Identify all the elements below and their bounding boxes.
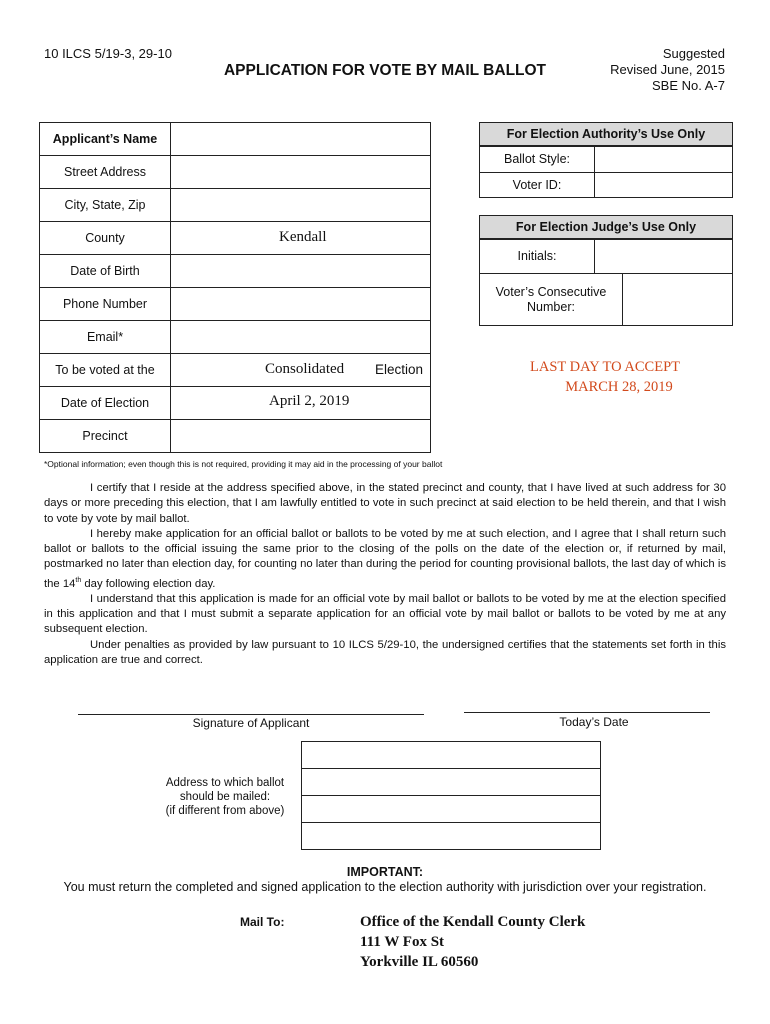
revised-date: Revised June, 2015 bbox=[610, 62, 725, 77]
email-label: Email* bbox=[40, 321, 171, 354]
form-revision-block bbox=[610, 46, 725, 94]
mailing-address-line-2[interactable] bbox=[302, 769, 601, 796]
consecutive-number-field[interactable] bbox=[623, 274, 732, 325]
todays-date-label: Today’s Date bbox=[559, 715, 629, 729]
judge-box-title: For Election Judge’s Use Only bbox=[480, 216, 732, 239]
certification-paragraph-3: I understand that this application is made for an official vote by mail ballot or ballots to be voted by me at the election specified in this application and that I must submit a separate application for an official vote by mail ballot or ballots to be voted by me at any subsequent election. bbox=[44, 592, 726, 636]
street-address-label: Street Address bbox=[40, 156, 171, 189]
ballot-style-row bbox=[480, 146, 732, 172]
mailing-address-line-3[interactable] bbox=[302, 796, 601, 823]
authority-use-box bbox=[479, 122, 733, 198]
applicant-table bbox=[39, 122, 431, 453]
precinct-field[interactable] bbox=[171, 420, 431, 453]
precinct-label: Precinct bbox=[40, 420, 171, 453]
city-state-zip-label: City, State, Zip bbox=[40, 189, 171, 222]
mailing-label-line3: (if different from above) bbox=[165, 805, 285, 817]
ballot-style-label: Ballot Style: bbox=[480, 147, 595, 172]
form-title: APPLICATION FOR VOTE BY MAIL BALLOT bbox=[223, 62, 547, 79]
voter-id-row bbox=[480, 172, 732, 197]
date-of-birth-label: Date of Birth bbox=[40, 255, 171, 288]
voter-id-field[interactable] bbox=[595, 173, 732, 197]
voted-at-label: To be voted at the bbox=[40, 354, 171, 387]
initials-label: Initials: bbox=[480, 240, 595, 273]
ordinal-suffix: th bbox=[75, 576, 82, 584]
county-field[interactable] bbox=[171, 222, 431, 255]
return-instruction: You must return the completed and signed application to the election authority with jurisdiction over your registration. bbox=[63, 880, 707, 894]
clerk-city: Yorkville IL 60560 bbox=[360, 954, 479, 970]
county-value: Kendall bbox=[279, 229, 327, 245]
initials-field[interactable] bbox=[595, 240, 732, 273]
last-day-stamp bbox=[510, 357, 700, 397]
suggested-label: Suggested bbox=[662, 46, 725, 61]
applicant-signature-line[interactable] bbox=[78, 714, 424, 715]
mailing-address-table bbox=[301, 741, 601, 850]
election-type-value: Consolidated bbox=[265, 361, 345, 377]
last-day-line1: LAST DAY TO ACCEPT bbox=[529, 359, 680, 375]
certification-paragraph-2a: I hereby make application for an official ballot or ballots to be voted by me at such election, and I agree that I shall return such ballot or ballots to the official issuing the same prior to the closing of the polls on the date of the election or, if returned by mail, postmarked no later than election day, for counting no later than during the period for counting provisional ballots, the last day of which is the 14 bbox=[44, 527, 726, 590]
mailing-address-line-4[interactable] bbox=[302, 823, 601, 850]
mailing-address-label bbox=[150, 776, 300, 818]
street-address-field[interactable] bbox=[171, 156, 431, 189]
mailing-label-line1: Address to which ballot bbox=[165, 777, 285, 789]
signature-label: Signature of Applicant bbox=[192, 716, 310, 730]
date-of-election-field[interactable] bbox=[171, 387, 431, 420]
clerk-address bbox=[360, 912, 585, 972]
authority-box-title: For Election Authority’s Use Only bbox=[480, 123, 732, 146]
date-of-election-label: Date of Election bbox=[40, 387, 171, 420]
consecutive-number-label: Voter’s Consecutive Number: bbox=[480, 274, 623, 325]
county-label: County bbox=[40, 222, 171, 255]
last-day-line2: MARCH 28, 2019 bbox=[565, 379, 673, 395]
election-suffix: Election bbox=[375, 362, 424, 377]
city-state-zip-field[interactable] bbox=[171, 189, 431, 222]
certification-text bbox=[44, 481, 726, 668]
mailing-label-line2: should be mailed: bbox=[179, 791, 271, 803]
mailing-address-line-1[interactable] bbox=[302, 742, 601, 769]
certification-paragraph-1: I certify that I reside at the address specified above, in the stated precinct and county, that I have lived at such address for 30 days or more preceding this election, that I am lawfully entitled to vote in such precinct at said election to be held therein, and that I wish to vote by vote by mail ballot. bbox=[44, 482, 726, 525]
election-type-field[interactable] bbox=[171, 354, 431, 387]
ballot-style-field[interactable] bbox=[595, 147, 732, 172]
judge-use-box bbox=[479, 215, 733, 326]
consecutive-number-row bbox=[480, 273, 732, 325]
statute-reference: 10 ILCS 5/19-3, 29-10 bbox=[44, 46, 172, 61]
optional-info-note: *Optional information; even though this is not required, providing it may aid in the processing of your ballot bbox=[44, 459, 443, 469]
initials-row bbox=[480, 239, 732, 273]
applicant-name-field[interactable] bbox=[171, 123, 431, 156]
certification-paragraph-2 bbox=[44, 527, 726, 592]
mail-to-label: Mail To: bbox=[240, 915, 285, 929]
form-number: SBE No. A-7 bbox=[652, 78, 725, 93]
certification-paragraph-4: Under penalties as provided by law pursuant to 10 ILCS 5/29-10, the undersigned certifies that the statements set forth in this application are true and correct. bbox=[44, 638, 726, 667]
date-of-election-value: April 2, 2019 bbox=[269, 393, 350, 409]
phone-number-field[interactable] bbox=[171, 288, 431, 321]
date-of-birth-field[interactable] bbox=[171, 255, 431, 288]
important-heading: IMPORTANT: bbox=[346, 865, 424, 879]
voter-id-label: Voter ID: bbox=[480, 173, 595, 197]
clerk-office: Office of the Kendall County Clerk bbox=[360, 914, 586, 930]
clerk-street: 111 W Fox St bbox=[360, 934, 445, 950]
phone-number-label: Phone Number bbox=[40, 288, 171, 321]
certification-paragraph-2b: day following election day. bbox=[81, 577, 216, 590]
applicant-name-label: Applicant’s Name bbox=[40, 123, 171, 156]
email-field[interactable] bbox=[171, 321, 431, 354]
todays-date-line[interactable] bbox=[464, 712, 710, 713]
